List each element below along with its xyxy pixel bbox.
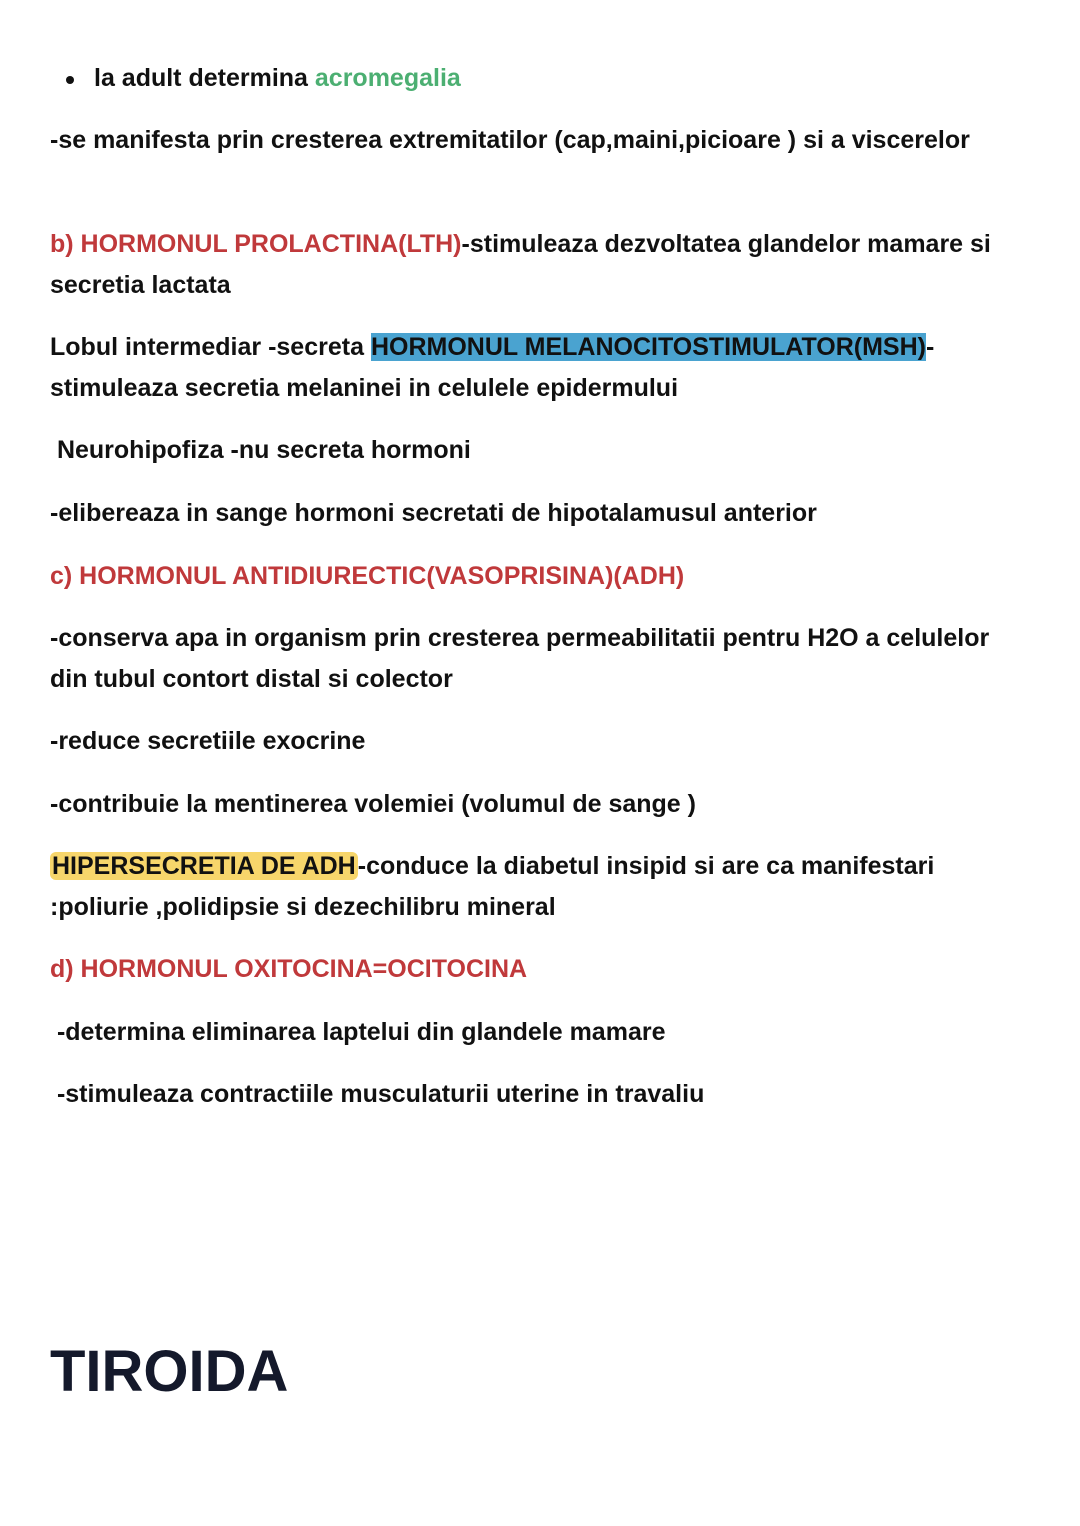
paragraph-volemie: -contribuie la mentinerea volemiei (volumul de sange ) (50, 790, 696, 818)
bullet-text: la adult determina (94, 64, 315, 92)
bullet-item (94, 58, 1074, 99)
paragraph-neurohipofiza: Neurohipofiza -nu secreta hormoni (50, 436, 471, 464)
paragraph-msh (50, 327, 1030, 409)
paragraph-prolactina (50, 224, 1030, 306)
bullet-icon (66, 76, 74, 84)
heading-prolactina: b) HORMONUL PROLACTINA(LTH) (50, 230, 462, 258)
paragraph-lapte: -determina eliminarea laptelui din glandele mamare (50, 1018, 666, 1046)
paragraph-travaliu: -stimuleaza contractiile musculaturii uterine in travaliu (50, 1080, 705, 1108)
paragraph-hipersecretia (50, 846, 1030, 928)
highlight-msh: HORMONUL MELANOCITOSTIMULATOR(MSH) (370, 333, 926, 361)
prolactina-text: -stimuleaza dezvoltatea glandelor mamare si secretia lactata (50, 230, 991, 299)
highlight-hipersecretia: HIPERSECRETIA DE ADH (52, 852, 356, 880)
term-acromegalia: acromegalia (314, 64, 461, 92)
paragraph-conserva: -conserva apa in organism prin cresterea permeabilitatii pentru H2O a celulelor din tubul contort distal si colector (50, 624, 990, 693)
paragraph-elibereaza: -elibereaza in sange hormoni secretati de hipotalamusul anterior (50, 499, 817, 527)
msh-prefix: Lobul intermediar -secreta (50, 333, 371, 361)
paragraph-reduce: -reduce secretiile exocrine (50, 727, 366, 755)
hipersecretia-text: -conduce la diabetul insipid si are ca manifestari :poliurie ,polidipsie si dezechilibru mineral (50, 852, 935, 921)
paragraph-manifestation: -se manifesta prin cresterea extremitatilor (cap,maini,picioare ) si a viscerelor (50, 126, 970, 154)
heading-adh: c) HORMONUL ANTIDIURECTIC(VASOPRISINA)(ADH) (50, 562, 685, 590)
section-title: TIROIDA (50, 1339, 289, 1404)
msh-text: -stimuleaza secretia melaninei in celulele epidermului (50, 333, 935, 402)
heading-oxitocina: d) HORMONUL OXITOCINA=OCITOCINA (50, 955, 528, 983)
